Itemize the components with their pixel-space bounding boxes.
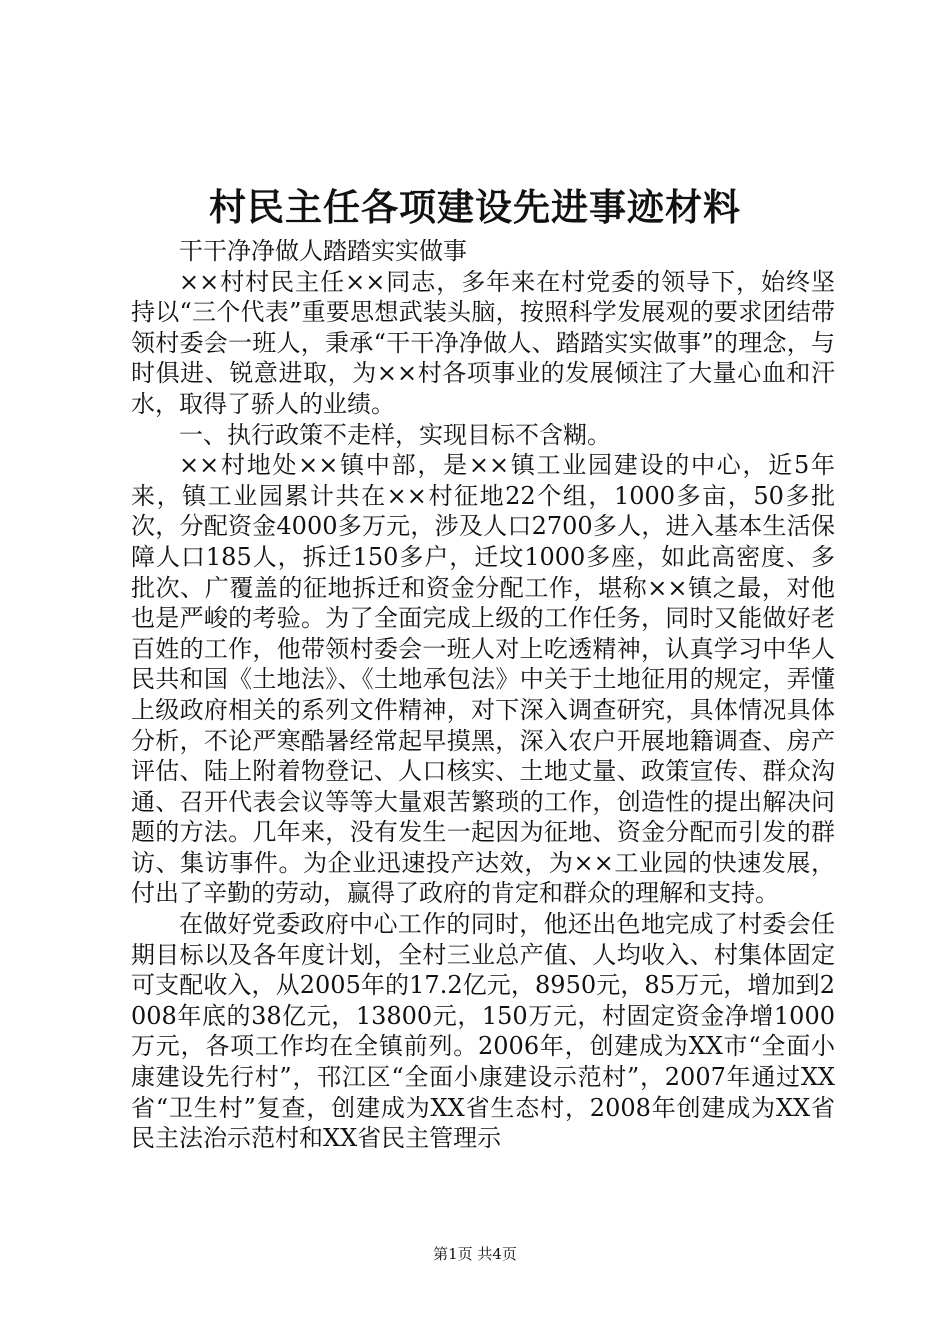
paragraph-achievements: 在做好党委政府中心工作的同时，他还出色地完成了村委会任期目标以及各年度计划，全村三业总产值、人均收入、村集体固定可支配收入，从2005年的17.2亿元，8950元，85万元，增加到2008年底的38亿元，13800元，150万元，村固定资金净增1000万元，各项工作均在全镇前列。2006年，创建成为XX市“全面小康建设先行村”，邗江区“全面小康建设示范村”，2007年通过XX省“卫生村”复查，创建成为XX省生态村，2008年创建成为XX省民主法治示范村和XX省民主管理示 <box>131 910 835 1153</box>
page-number-footer: 第1页 共4页 <box>433 1245 517 1263</box>
section-heading-1: 一、执行政策不走样，实现目标不含糊。 <box>179 420 611 449</box>
document-body <box>131 236 835 1154</box>
document-title: 村民主任各项建设先进事迹材料 <box>209 185 741 229</box>
paragraph-intro: ××村村民主任××同志，多年来在村党委的领导下，始终坚持以“三个代表”重要思想武装头脑，按照科学发展观的要求团结带领村委会一班人，秉承“干干净净做人、踏踏实实做事”的理念，与时俱进、锐意进取，为××村各项事业的发展倾注了大量心血和汗水，取得了骄人的业绩。 <box>131 267 835 418</box>
paragraph-land-acquisition: ××村地处××镇中部，是××镇工业园建设的中心，近5年来，镇工业园累计共在××村征地22个组，1000多亩，50多批次，分配资金4000多万元，涉及人口2700多人，进入基本生活保障人口185人，拆迁150多户，迁坟1000多座，如此高密度、多批次、广覆盖的征地拆迁和资金分配工作，堪称××镇之最，对他也是严峻的考验。为了全面完成上级的工作任务，同时又能做好老百姓的工作，他带领村委会一班人对上吃透精神，认真学习中华人民共和国《土地法》、《土地承包法》中关于土地征用的规定，弄懂上级政府相关的系列文件精神，对下深入调查研究，具体情况具体分析，不论严寒酷暑经常起早摸黑，深入农户开展地籍调查、房产评估、陆上附着物登记、人口核实、土地丈量、政策宣传、群众沟通、召开代表会议等等大量艰苦繁琐的工作，创造性的提出解决问题的方法。几年来，没有发生一起因为征地、资金分配而引发的群访、集访事件。为企业迅速投产达效，为××工业园的快速发展，付出了辛勤的劳动，赢得了政府的肯定和群众的理解和支持。 <box>131 451 835 908</box>
paragraph-subtitle: 干干净净做人踏踏实实做事 <box>179 237 467 265</box>
